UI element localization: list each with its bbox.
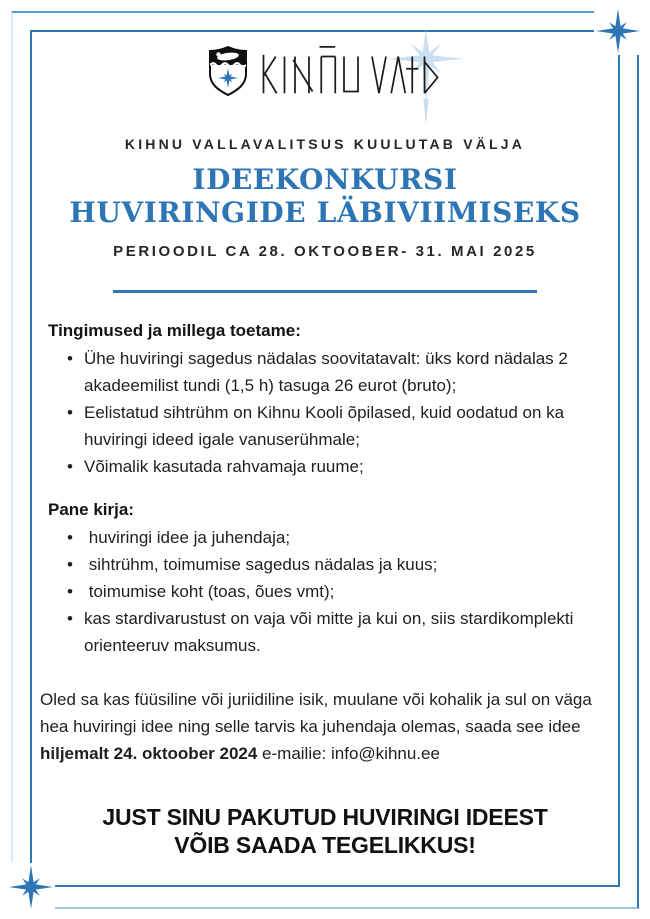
announcement-kicker: KIHNU VALLAVALITSUS KUULUTAB VÄLJA <box>124 136 526 152</box>
list-item: • Eelistatud sihtrühm on Kihnu Kooli õpilased, kuid oodatud on ka huviringi ideed igale vanuserühmale; <box>84 399 598 453</box>
list-item: • Võimalik kasutada rahvamaja ruume; <box>84 453 598 480</box>
municipality-logo <box>32 40 618 106</box>
conditions-list <box>48 345 598 480</box>
list-item: • kas stardivarustust on vaja või mitte ja kui on, siis stardikomplekti orienteeruv maksumus. <box>84 605 598 659</box>
list-item: • Ühe huviringi sagedus nädalas soovitatavalt: üks kord nädalas 2 akadeemilist tundi (1,5 h) tasuga 26 eurot (bruto); <box>84 345 598 399</box>
logo-wordmark <box>260 44 442 102</box>
section-divider <box>113 290 537 293</box>
footer-line-2: VÕIB SAADA TEGELIKKUS! <box>174 832 476 858</box>
municipality-crest-icon <box>208 46 248 101</box>
closing-text-before: Oled sa kas füüsiline või juriidiline isik, muulane või kohalik ja sul on väga hea huviringi idee ning selle tarvis ka juhendaja olemas, saada see idee <box>40 690 597 736</box>
title-line-2: HUVIRINGIDE LÄBIVIIMISEKS <box>69 196 581 229</box>
period-line: PERIOODIL CA 28. OKTOOBER- 31. MAI 2025 <box>113 243 537 260</box>
list-item: • huviringi idee ja juhendaja; <box>84 524 598 551</box>
section-write-down <box>48 496 598 659</box>
footer-line-1: JUST SINU PAKUTUD HUVIRINGI IDEEST <box>102 804 548 830</box>
write-down-list <box>48 524 598 659</box>
closing-text-after: e-mailie: info@kihnu.ee <box>257 744 440 763</box>
title-line-1: IDEEKONKURSI <box>192 163 458 196</box>
compass-star-icon <box>594 7 642 55</box>
footer-callout <box>32 803 618 859</box>
flyer-content <box>32 32 618 859</box>
page-title <box>32 163 618 229</box>
compass-star-icon <box>7 863 55 911</box>
section-heading: Pane kirja: <box>48 500 134 519</box>
closing-paragraph <box>40 686 597 767</box>
list-item: • sihtrühm, toimumise sagedus nädalas ja kuus; <box>84 551 598 578</box>
section-conditions <box>48 317 598 480</box>
list-item: • toimumise koht (toas, õues vmt); <box>84 578 598 605</box>
closing-deadline: hiljemalt 24. oktoober 2024 <box>40 744 258 763</box>
section-heading: Tingimused ja millega toetame: <box>48 321 301 340</box>
